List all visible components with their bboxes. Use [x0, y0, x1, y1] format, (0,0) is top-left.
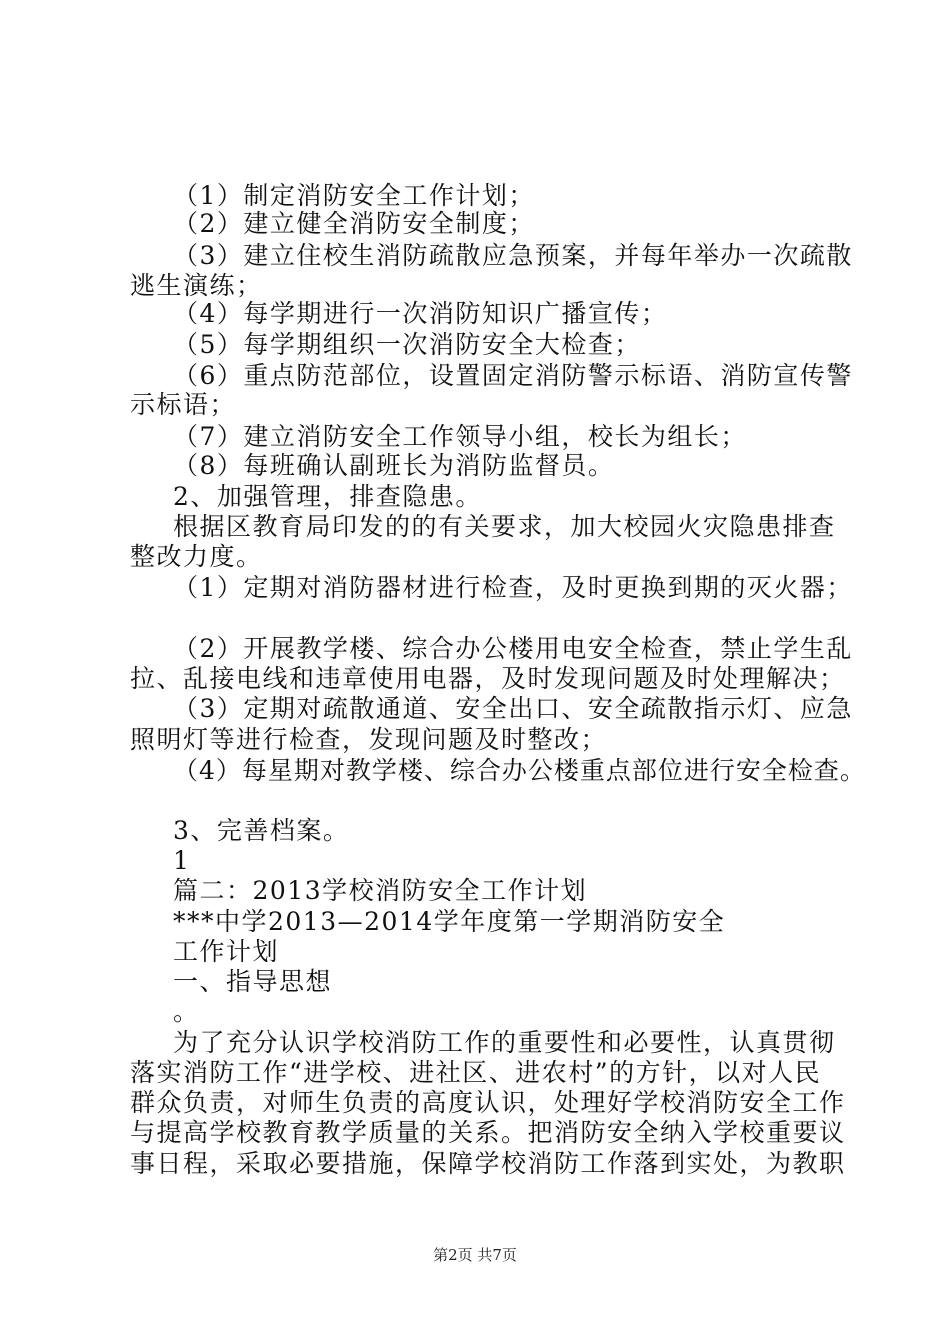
text-line: 示标语；: [130, 390, 237, 419]
text-line: （8）每班确认副班长为消防监督员。: [173, 451, 615, 480]
text-line: （6）重点防范部位，设置固定消防警示标语、消防宣传警: [173, 361, 853, 390]
section-heading: 3、完善档案。: [173, 816, 350, 845]
text-line: （2）开展教学楼、综合办公楼用电安全检查，禁止学生乱: [173, 634, 853, 663]
text-line: （1）制定消防安全工作计划；: [173, 181, 535, 210]
text-line: （7）建立消防安全工作领导小组，校长为组长；: [173, 422, 747, 451]
text-line: 1: [173, 846, 191, 875]
section-heading: 篇二：2013学校消防安全工作计划: [173, 876, 588, 905]
text-line: 落实消防工作“进学校、进社区、进农村”的方针，以对人民: [130, 1058, 822, 1087]
page-footer: 第2页 共7页: [433, 1246, 517, 1264]
text-line: （2）建立健全消防安全制度；: [173, 209, 535, 238]
text-line: 群众负责，对师生负责的高度认识，处理好学校消防安全工作: [130, 1088, 846, 1117]
section-heading: 一、指导思想: [173, 967, 333, 996]
text-line: （4）每星期对教学楼、综合办公楼重点部位进行安全检查。: [173, 756, 866, 785]
section-heading: 工作计划: [173, 937, 280, 966]
text-line: 为了充分认识学校消防工作的重要性和必要性，认真贯彻: [173, 1028, 836, 1057]
text-line: （3）定期对疏散通道、安全出口、安全疏散指示灯、应急: [173, 694, 853, 723]
text-line: （1）定期对消防器材进行检查，及时更换到期的灭火器；: [173, 573, 853, 602]
text-line: 整改力度。: [130, 542, 263, 571]
section-heading: ***中学2013—2014学年度第一学期消防安全: [173, 907, 726, 936]
text-line: 事日程，采取必要措施，保障学校消防工作落到实处，为教职: [130, 1149, 846, 1178]
text-line: 。: [173, 997, 200, 1026]
text-line: 拉、乱接电线和违章使用电器，及时发现问题及时处理解决；: [130, 664, 846, 693]
text-line: 逃生演练；: [130, 271, 263, 300]
text-line: （5）每学期组织一次消防安全大检查；: [173, 330, 641, 359]
text-line: 根据区教育局印发的的有关要求，加大校园火灾隐患排查: [173, 512, 836, 541]
text-line: 与提高学校教育教学质量的关系。把消防安全纳入学校重要议: [130, 1118, 846, 1147]
text-line: （3）建立住校生消防疏散应急预案，并每年举办一次疏散: [173, 241, 853, 270]
section-heading: 2、加强管理，排查隐患。: [173, 482, 482, 511]
text-line: 照明灯等进行检查，发现问题及时整改；: [130, 725, 608, 754]
text-line: （4）每学期进行一次消防知识广播宣传；: [173, 299, 668, 328]
